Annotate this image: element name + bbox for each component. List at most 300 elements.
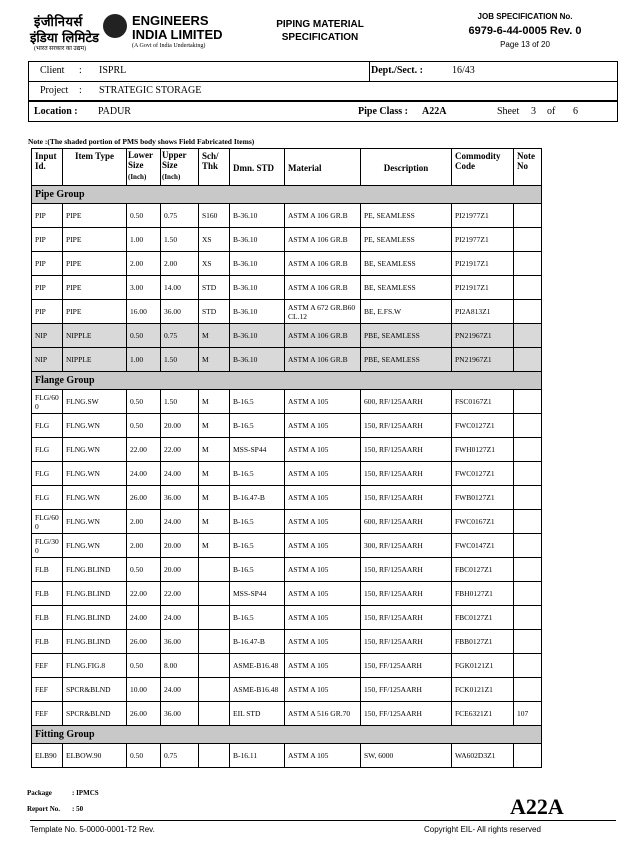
cell-lower: 0.50 (127, 204, 161, 228)
cell-sch (199, 606, 230, 630)
cell-code: PI21977Z1 (452, 228, 514, 252)
cell-id: FLG (32, 438, 63, 462)
cell-lower: 2.00 (127, 534, 161, 558)
cell-id: FLB (32, 630, 63, 654)
cell-code: FSC0167Z1 (452, 390, 514, 414)
cell-note (514, 204, 542, 228)
header-lower-size-label: Lower Size (128, 150, 153, 170)
cell-lower: 22.00 (127, 438, 161, 462)
cell-sch: M (199, 348, 230, 372)
group-title: Fitting Group (32, 726, 542, 744)
cell-code: FWB0127Z1 (452, 486, 514, 510)
cell-type: FLNG.WN (63, 438, 127, 462)
cell-dmn: B-36.10 (230, 276, 285, 300)
cell-upper: 20.00 (161, 534, 199, 558)
piping-spec-table (31, 148, 542, 768)
cell-note (514, 606, 542, 630)
cell-upper: 24.00 (161, 678, 199, 702)
cell-type: PIPE (63, 228, 127, 252)
project-colon: : (79, 85, 82, 96)
cell-upper: 0.75 (161, 324, 199, 348)
logo-hindi-line2: इंडिया लिमिटेड (30, 31, 99, 46)
cell-lower: 0.50 (127, 744, 161, 768)
cell-lower: 0.50 (127, 558, 161, 582)
cell-type: SPCR&BLND (63, 678, 127, 702)
cell-desc: 150, RF/125AARH (361, 606, 452, 630)
group-row-fitting (32, 726, 542, 744)
cell-id: FLG/60 0 (32, 510, 63, 534)
cell-lower: 0.50 (127, 414, 161, 438)
cell-id: FLB (32, 558, 63, 582)
cell-id: FEF (32, 678, 63, 702)
cell-type: FLNG.SW (63, 390, 127, 414)
table-row (32, 300, 542, 324)
cell-upper: 1.50 (161, 390, 199, 414)
cell-type: PIPE (63, 204, 127, 228)
logo-hindi-tag: (भारत सरकार का उद्यम) (34, 46, 87, 52)
cell-dmn: B-36.10 (230, 252, 285, 276)
cell-type: FLNG.FIG.8 (63, 654, 127, 678)
cell-code: WA602D3Z1 (452, 744, 514, 768)
cell-desc: SW, 6000 (361, 744, 452, 768)
cell-id: PIP (32, 252, 63, 276)
cell-sch: S160 (199, 204, 230, 228)
cell-dmn: B-16.5 (230, 462, 285, 486)
cell-material: ASTM A 106 GR.B (285, 204, 361, 228)
cell-code: FGK0121Z1 (452, 654, 514, 678)
sheet-label: Sheet (497, 106, 520, 117)
cell-dmn: EIL STD (230, 702, 285, 726)
cell-type: PIPE (63, 300, 127, 324)
cell-lower: 2.00 (127, 510, 161, 534)
cell-code: FCK0121Z1 (452, 678, 514, 702)
pipe-class-value: A22A (422, 106, 447, 117)
cell-sch: STD (199, 276, 230, 300)
table-row (32, 606, 542, 630)
cell-code: FBC0127Z1 (452, 606, 514, 630)
cell-sch (199, 558, 230, 582)
cell-dmn: B-16.5 (230, 510, 285, 534)
cell-note (514, 228, 542, 252)
table-header-row (32, 149, 542, 186)
cell-type: PIPE (63, 276, 127, 300)
cell-material: ASTM A 105 (285, 510, 361, 534)
cell-code: PI21917Z1 (452, 276, 514, 300)
table-row (32, 252, 542, 276)
cell-material: ASTM A 105 (285, 486, 361, 510)
client-label: Client (40, 65, 65, 76)
logo-english-line1: ENGINEERS (132, 13, 209, 28)
cell-code: PN21967Z1 (452, 348, 514, 372)
cell-id: PIP (32, 300, 63, 324)
cell-desc: PE, SEAMLESS (361, 228, 452, 252)
cell-dmn: ASME-B16.48 (230, 678, 285, 702)
cell-dmn: B-16.5 (230, 390, 285, 414)
cell-desc: BE, SEAMLESS (361, 276, 452, 300)
cell-material: ASTM A 106 GR.B (285, 276, 361, 300)
cell-note (514, 582, 542, 606)
cell-desc: BE, E.FS.W (361, 300, 452, 324)
table-row (32, 582, 542, 606)
cell-dmn: B-16.5 (230, 606, 285, 630)
cell-type: NIPPLE (63, 348, 127, 372)
header-upper-unit: (Inch) (162, 173, 181, 181)
cell-note (514, 276, 542, 300)
cell-upper: 1.50 (161, 228, 199, 252)
cell-lower: 0.50 (127, 654, 161, 678)
sheet-of: of (547, 106, 556, 117)
header-lower-unit: (Inch) (128, 173, 147, 181)
cell-desc: 300, RF/125AARH (361, 534, 452, 558)
report-label: Report No. (27, 805, 61, 813)
cell-sch: M (199, 462, 230, 486)
cell-sch: M (199, 390, 230, 414)
cell-lower: 0.50 (127, 324, 161, 348)
cell-upper: 14.00 (161, 276, 199, 300)
table-row (32, 390, 542, 414)
table-row (32, 702, 542, 726)
cell-desc: BE, SEAMLESS (361, 252, 452, 276)
cell-upper: 0.75 (161, 744, 199, 768)
group-row-flange (32, 372, 542, 390)
pipe-class-stamp: A22A (510, 794, 564, 819)
cell-sch (199, 678, 230, 702)
table-row (32, 744, 542, 768)
divider (369, 62, 370, 81)
logo-hindi-line1: इंजीनियर्स (34, 15, 83, 30)
cell-lower: 1.00 (127, 228, 161, 252)
header-note-no: Note No (514, 149, 542, 186)
cell-code: FCE6321Z1 (452, 702, 514, 726)
table-row (32, 678, 542, 702)
cell-dmn: B-16.5 (230, 558, 285, 582)
cell-note (514, 630, 542, 654)
cell-upper: 36.00 (161, 702, 199, 726)
cell-note (514, 678, 542, 702)
cell-dmn: MSS-SP44 (230, 582, 285, 606)
cell-lower: 1.00 (127, 348, 161, 372)
cell-sch: M (199, 510, 230, 534)
cell-upper: 22.00 (161, 582, 199, 606)
table-row (32, 486, 542, 510)
cell-upper: 24.00 (161, 606, 199, 630)
sheet-number: 3 (531, 106, 536, 117)
cell-lower: 10.00 (127, 678, 161, 702)
cell-note (514, 300, 542, 324)
table-row (32, 534, 542, 558)
cell-id: PIP (32, 276, 63, 300)
cell-upper: 20.00 (161, 558, 199, 582)
company-logo (14, 8, 224, 50)
dept-value: 16/43 (452, 65, 475, 76)
cell-id: FEF (32, 702, 63, 726)
shading-note: Note :(The shaded portion of PMS body shows Field Fabricated Items) (28, 137, 255, 146)
cell-upper: 2.00 (161, 252, 199, 276)
cell-note (514, 438, 542, 462)
cell-desc: PBE, SEAMLESS (361, 324, 452, 348)
cell-dmn: ASME-B16.48 (230, 654, 285, 678)
cell-sch: XS (199, 228, 230, 252)
location-label: Location : (34, 106, 78, 117)
job-spec-label: JOB SPECIFICATION No. (477, 12, 573, 21)
table-row (32, 414, 542, 438)
cell-sch: M (199, 414, 230, 438)
cell-material: ASTM A 106 GR.B (285, 324, 361, 348)
cell-lower: 24.00 (127, 462, 161, 486)
cell-lower: 26.00 (127, 630, 161, 654)
cell-dmn: B-16.5 (230, 414, 285, 438)
package-label: Package (27, 789, 52, 797)
cell-desc: 150, FF/125AARH (361, 702, 452, 726)
cell-desc: 150, RF/125AARH (361, 486, 452, 510)
cell-lower: 2.00 (127, 252, 161, 276)
project-label: Project (40, 85, 69, 96)
cell-note: 107 (514, 702, 542, 726)
header-item-type: Item Type (63, 149, 127, 186)
cell-lower: 26.00 (127, 486, 161, 510)
cell-dmn: B-16.5 (230, 534, 285, 558)
cell-id: FLG (32, 486, 63, 510)
cell-id: FEF (32, 654, 63, 678)
cell-upper: 24.00 (161, 462, 199, 486)
table-row (32, 558, 542, 582)
cell-type: FLNG.WN (63, 510, 127, 534)
cell-desc: 150, FF/125AARH (361, 678, 452, 702)
cell-desc: 150, RF/125AARH (361, 630, 452, 654)
cell-lower: 26.00 (127, 702, 161, 726)
location-value: PADUR (98, 106, 131, 117)
table-row (32, 654, 542, 678)
group-title: Pipe Group (32, 186, 542, 204)
logo-english-tag: (A Govt of India Undertaking) (132, 43, 206, 49)
divider (29, 81, 617, 82)
cell-id: FLG/60 0 (32, 390, 63, 414)
cell-material: ASTM A 105 (285, 462, 361, 486)
cell-material: ASTM A 106 GR.B (285, 348, 361, 372)
cell-sch: M (199, 534, 230, 558)
cell-sch: XS (199, 252, 230, 276)
cell-material: ASTM A 672 GR.B60 CL.12 (285, 300, 361, 324)
cell-desc: 150, FF/125AARH (361, 654, 452, 678)
cell-dmn: MSS-SP44 (230, 438, 285, 462)
cell-type: FLNG.WN (63, 462, 127, 486)
cell-sch (199, 654, 230, 678)
header-sch-thk: Sch/ Thk (199, 149, 230, 186)
cell-note (514, 558, 542, 582)
cell-type: FLNG.BLIND (63, 582, 127, 606)
table-row (32, 228, 542, 252)
cell-dmn: B-16.47-B (230, 630, 285, 654)
table-row (32, 348, 542, 372)
cell-material: ASTM A 105 (285, 678, 361, 702)
logo-emblem-icon (103, 14, 127, 38)
header-upper-size (161, 149, 199, 186)
table-row (32, 276, 542, 300)
cell-id: FLB (32, 582, 63, 606)
cell-lower: 22.00 (127, 582, 161, 606)
cell-desc: 600, RF/125AARH (361, 390, 452, 414)
cell-type: PIPE (63, 252, 127, 276)
cell-type: FLNG.WN (63, 486, 127, 510)
copyright: Copyright EIL- All rights reserved (424, 825, 541, 834)
cell-sch: M (199, 486, 230, 510)
cell-code: PI21917Z1 (452, 252, 514, 276)
cell-dmn: B-36.10 (230, 204, 285, 228)
client-colon: : (79, 65, 82, 76)
cell-id: NIP (32, 348, 63, 372)
cell-upper: 36.00 (161, 630, 199, 654)
cell-upper: 1.50 (161, 348, 199, 372)
title-line2: SPECIFICATION (281, 32, 359, 43)
cell-dmn: B-16.11 (230, 744, 285, 768)
cell-id: ELB90 (32, 744, 63, 768)
cell-desc: 150, RF/125AARH (361, 558, 452, 582)
cell-dmn: B-36.10 (230, 300, 285, 324)
cell-id: FLG/30 0 (32, 534, 63, 558)
job-spec-number: 6979-6-44-0005 Rev. 0 (468, 25, 582, 37)
cell-sch (199, 702, 230, 726)
cell-sch: M (199, 438, 230, 462)
client-value: ISPRL (99, 65, 127, 76)
cell-material: ASTM A 105 (285, 582, 361, 606)
cell-code: FWC0127Z1 (452, 462, 514, 486)
cell-desc: 150, RF/125AARH (361, 414, 452, 438)
cell-id: PIP (32, 228, 63, 252)
cell-desc: PBE, SEAMLESS (361, 348, 452, 372)
header-dmn-std: Dmn. STD (230, 149, 285, 186)
cell-upper: 8.00 (161, 654, 199, 678)
cell-type: FLNG.BLIND (63, 606, 127, 630)
cell-id: FLB (32, 606, 63, 630)
group-title: Flange Group (32, 372, 542, 390)
cell-note (514, 510, 542, 534)
cell-material: ASTM A 105 (285, 534, 361, 558)
cell-type: SPCR&BLND (63, 702, 127, 726)
cell-material: ASTM A 106 GR.B (285, 228, 361, 252)
cell-note (514, 534, 542, 558)
header-lower-size (127, 149, 161, 186)
cell-code: FWH0127Z1 (452, 438, 514, 462)
template-number: Template No. 5-0000-0001-T2 Rev. (30, 825, 155, 834)
cell-desc: PE, SEAMLESS (361, 204, 452, 228)
cell-note (514, 744, 542, 768)
cell-material: ASTM A 105 (285, 390, 361, 414)
sheet-total: 6 (573, 106, 578, 117)
cell-material: ASTM A 106 GR.B (285, 252, 361, 276)
cell-material: ASTM A 105 (285, 558, 361, 582)
cell-sch (199, 630, 230, 654)
cell-code: PN21967Z1 (452, 324, 514, 348)
cell-note (514, 324, 542, 348)
cell-upper: 36.00 (161, 300, 199, 324)
page-number: Page 13 of 20 (500, 40, 550, 49)
cell-material: ASTM A 516 GR.70 (285, 702, 361, 726)
cell-dmn: B-36.10 (230, 228, 285, 252)
cell-material: ASTM A 105 (285, 744, 361, 768)
cell-code: FBC0127Z1 (452, 558, 514, 582)
cell-lower: 3.00 (127, 276, 161, 300)
footer-divider (30, 820, 616, 821)
table-row (32, 510, 542, 534)
table-row (32, 630, 542, 654)
cell-note (514, 390, 542, 414)
cell-material: ASTM A 105 (285, 654, 361, 678)
cell-note (514, 654, 542, 678)
header-commodity-code: Commodity Code (452, 149, 514, 186)
cell-code: FWC0147Z1 (452, 534, 514, 558)
package-value: : IPMCS (72, 789, 99, 797)
header-input-id: Input Id. (32, 149, 63, 186)
cell-code: FBH0127Z1 (452, 582, 514, 606)
cell-dmn: B-36.10 (230, 324, 285, 348)
cell-note (514, 348, 542, 372)
cell-desc: 150, RF/125AARH (361, 438, 452, 462)
cell-note (514, 414, 542, 438)
cell-sch: STD (199, 300, 230, 324)
cell-sch (199, 582, 230, 606)
cell-note (514, 252, 542, 276)
cell-type: FLNG.BLIND (63, 630, 127, 654)
cell-desc: 150, RF/125AARH (361, 462, 452, 486)
cell-type: NIPPLE (63, 324, 127, 348)
table-row (32, 204, 542, 228)
cell-desc: 150, RF/125AARH (361, 582, 452, 606)
table-row (32, 462, 542, 486)
title-line1: PIPING MATERIAL (276, 19, 364, 30)
cell-lower: 16.00 (127, 300, 161, 324)
cell-lower: 24.00 (127, 606, 161, 630)
group-row-pipe (32, 186, 542, 204)
report-value: : 50 (72, 805, 84, 813)
cell-code: FWC0167Z1 (452, 510, 514, 534)
cell-id: NIP (32, 324, 63, 348)
cell-id: FLG (32, 462, 63, 486)
cell-code: FBB0127Z1 (452, 630, 514, 654)
cell-code: PI2A813Z1 (452, 300, 514, 324)
header-material: Material (285, 149, 361, 186)
cell-upper: 0.75 (161, 204, 199, 228)
cell-material: ASTM A 105 (285, 438, 361, 462)
cell-desc: 600, RF/125AARH (361, 510, 452, 534)
table-row (32, 438, 542, 462)
cell-type: FLNG.WN (63, 414, 127, 438)
cell-type: FLNG.BLIND (63, 558, 127, 582)
cell-sch (199, 744, 230, 768)
cell-type: FLNG.WN (63, 534, 127, 558)
cell-upper: 36.00 (161, 486, 199, 510)
cell-sch: M (199, 324, 230, 348)
cell-lower: 0.50 (127, 390, 161, 414)
project-value: STRATEGIC STORAGE (99, 85, 202, 96)
cell-dmn: B-16.47-B (230, 486, 285, 510)
cell-material: ASTM A 105 (285, 630, 361, 654)
cell-dmn: B-36.10 (230, 348, 285, 372)
cell-code: PI21977Z1 (452, 204, 514, 228)
pipe-class-label: Pipe Class : (358, 106, 408, 117)
cell-id: FLG (32, 414, 63, 438)
cell-note (514, 462, 542, 486)
header-upper-size-label: Upper Size (162, 150, 187, 170)
cell-material: ASTM A 105 (285, 606, 361, 630)
cell-code: FWC0127Z1 (452, 414, 514, 438)
dept-label: Dept./Sect. : (371, 65, 423, 76)
cell-material: ASTM A 105 (285, 414, 361, 438)
logo-english-line2: INDIA LIMITED (132, 27, 223, 42)
header-description: Description (361, 149, 452, 186)
cell-note (514, 486, 542, 510)
cell-upper: 22.00 (161, 438, 199, 462)
cell-id: PIP (32, 204, 63, 228)
